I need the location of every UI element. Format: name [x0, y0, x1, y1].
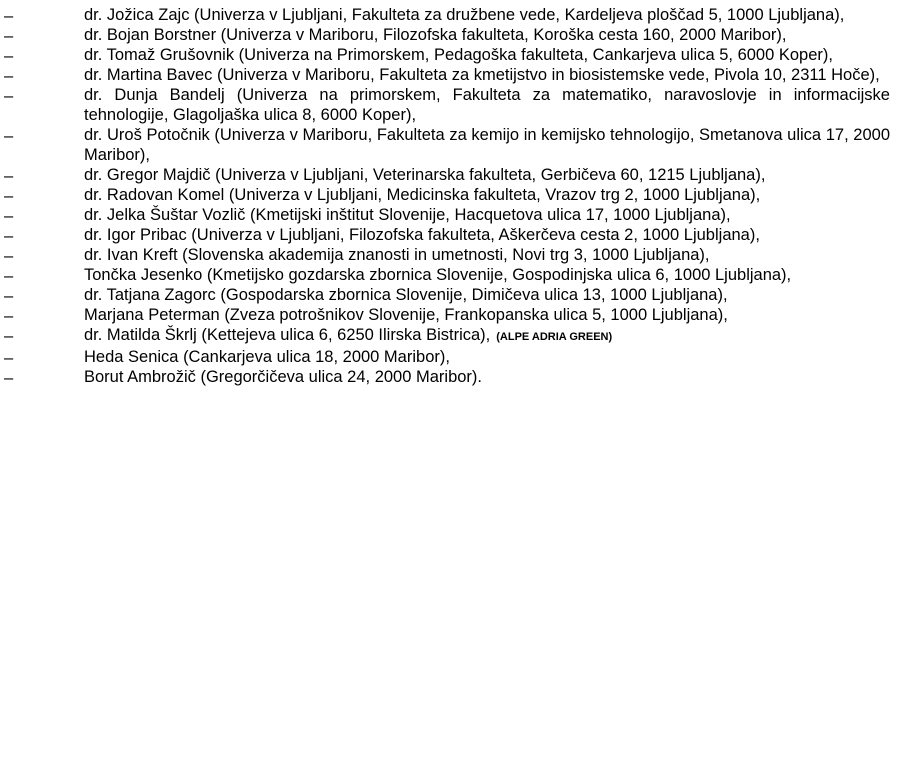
list-dash: – [4, 127, 14, 145]
list-item [0, 305, 905, 325]
list-item-text: dr. Uroš Potočnik (Univerza v Mariboru, Fakulteta za kemijo in kemijsko tehnologijo, Smetanova ulica 17, 2000 Maribor), [84, 126, 890, 164]
list-item [0, 185, 905, 205]
list-dash: – [4, 327, 14, 345]
list-item-text: dr. Gregor Majdič (Univerza v Ljubljani, Veterinarska fakulteta, Gerbičeva 60, 1215 Ljubljana), [84, 166, 766, 184]
list-dash: – [4, 47, 14, 65]
list-item-text: dr. Igor Pribac (Univerza v Ljubljani, Filozofska fakulteta, Aškerčeva cesta 2, 1000 Ljubljana), [84, 226, 760, 244]
list-dash: – [4, 369, 14, 387]
list-item [0, 25, 905, 45]
list-item-text: dr. Jožica Zajc (Univerza v Ljubljani, Fakulteta za družbene vede, Kardeljeva ploščad 5, 1000 Ljubljana), [84, 6, 845, 24]
list-dash: – [4, 247, 14, 265]
list-item-text: Marjana Peterman (Zveza potrošnikov Slovenije, Frankopanska ulica 5, 1000 Ljubljana), [84, 306, 728, 324]
list-item [0, 205, 905, 225]
list-dash: – [4, 307, 14, 325]
list-item [0, 245, 905, 265]
list-dash: – [4, 87, 14, 105]
list-item-text: dr. Martina Bavec (Univerza v Mariboru, Fakulteta za kmetijstvo in biosistemske vede, Pivola 10, 2311 Hoče), [84, 66, 880, 84]
list-item [0, 5, 905, 25]
list-item [0, 225, 905, 245]
list-item [0, 325, 905, 347]
list-item [0, 165, 905, 185]
organization-tag: (ALPE ADRIA GREEN) [496, 331, 613, 343]
list-dash: – [4, 67, 14, 85]
list-item-text: dr. Dunja Bandelj (Univerza na primorskem, Fakulteta za matematiko, naravoslovje in informacijske tehnologije, Glagoljaška ulica 8, 6000 Koper), [84, 86, 890, 124]
list-dash: – [4, 167, 14, 185]
list-item-text: dr. Tomaž Grušovnik (Univerza na Primorskem, Pedagoška fakulteta, Cankarjeva ulica 5, 6000 Koper), [84, 46, 833, 64]
member-list [0, 5, 905, 387]
list-item-text: dr. Ivan Kreft (Slovenska akademija znanosti in umetnosti, Novi trg 3, 1000 Ljubljana), [84, 246, 710, 264]
list-item-text: Tončka Jesenko (Kmetijsko gozdarska zbornica Slovenije, Gospodinjska ulica 6, 1000 Ljubljana), [84, 266, 792, 284]
list-item-text: dr. Radovan Komel (Univerza v Ljubljani, Medicinska fakulteta, Vrazov trg 2, 1000 Ljubljana), [84, 186, 761, 204]
list-item [0, 65, 905, 85]
list-item-main-text: dr. Matilda Škrlj (Kettejeva ulica 6, 6250 Ilirska Bistrica), [84, 326, 491, 344]
list-item [0, 125, 905, 165]
list-dash: – [4, 187, 14, 205]
list-dash: – [4, 27, 14, 45]
list-item-text: dr. Bojan Borstner (Univerza v Mariboru, Filozofska fakulteta, Koroška cesta 160, 2000 Maribor), [84, 26, 787, 44]
list-item [0, 285, 905, 305]
list-dash: – [4, 267, 14, 285]
list-item [0, 347, 905, 367]
list-item [0, 85, 905, 125]
list-dash: – [4, 349, 14, 367]
list-item [0, 45, 905, 65]
list-dash: – [4, 287, 14, 305]
list-dash: – [4, 227, 14, 245]
list-item [0, 367, 905, 387]
list-item-text: dr. Jelka Šuštar Vozlič (Kmetijski inštitut Slovenije, Hacquetova ulica 17, 1000 Ljubljana), [84, 206, 731, 224]
list-dash: – [4, 7, 14, 25]
list-item-text: Heda Senica (Cankarjeva ulica 18, 2000 Maribor), [84, 348, 450, 366]
list-dash: – [4, 207, 14, 225]
list-item-text: dr. Tatjana Zagorc (Gospodarska zbornica Slovenije, Dimičeva ulica 13, 1000 Ljubljana), [84, 286, 728, 304]
list-item-text: Borut Ambrožič (Gregorčičeva ulica 24, 2000 Maribor). [84, 368, 482, 386]
list-item [0, 265, 905, 285]
list-item-text [84, 325, 890, 347]
